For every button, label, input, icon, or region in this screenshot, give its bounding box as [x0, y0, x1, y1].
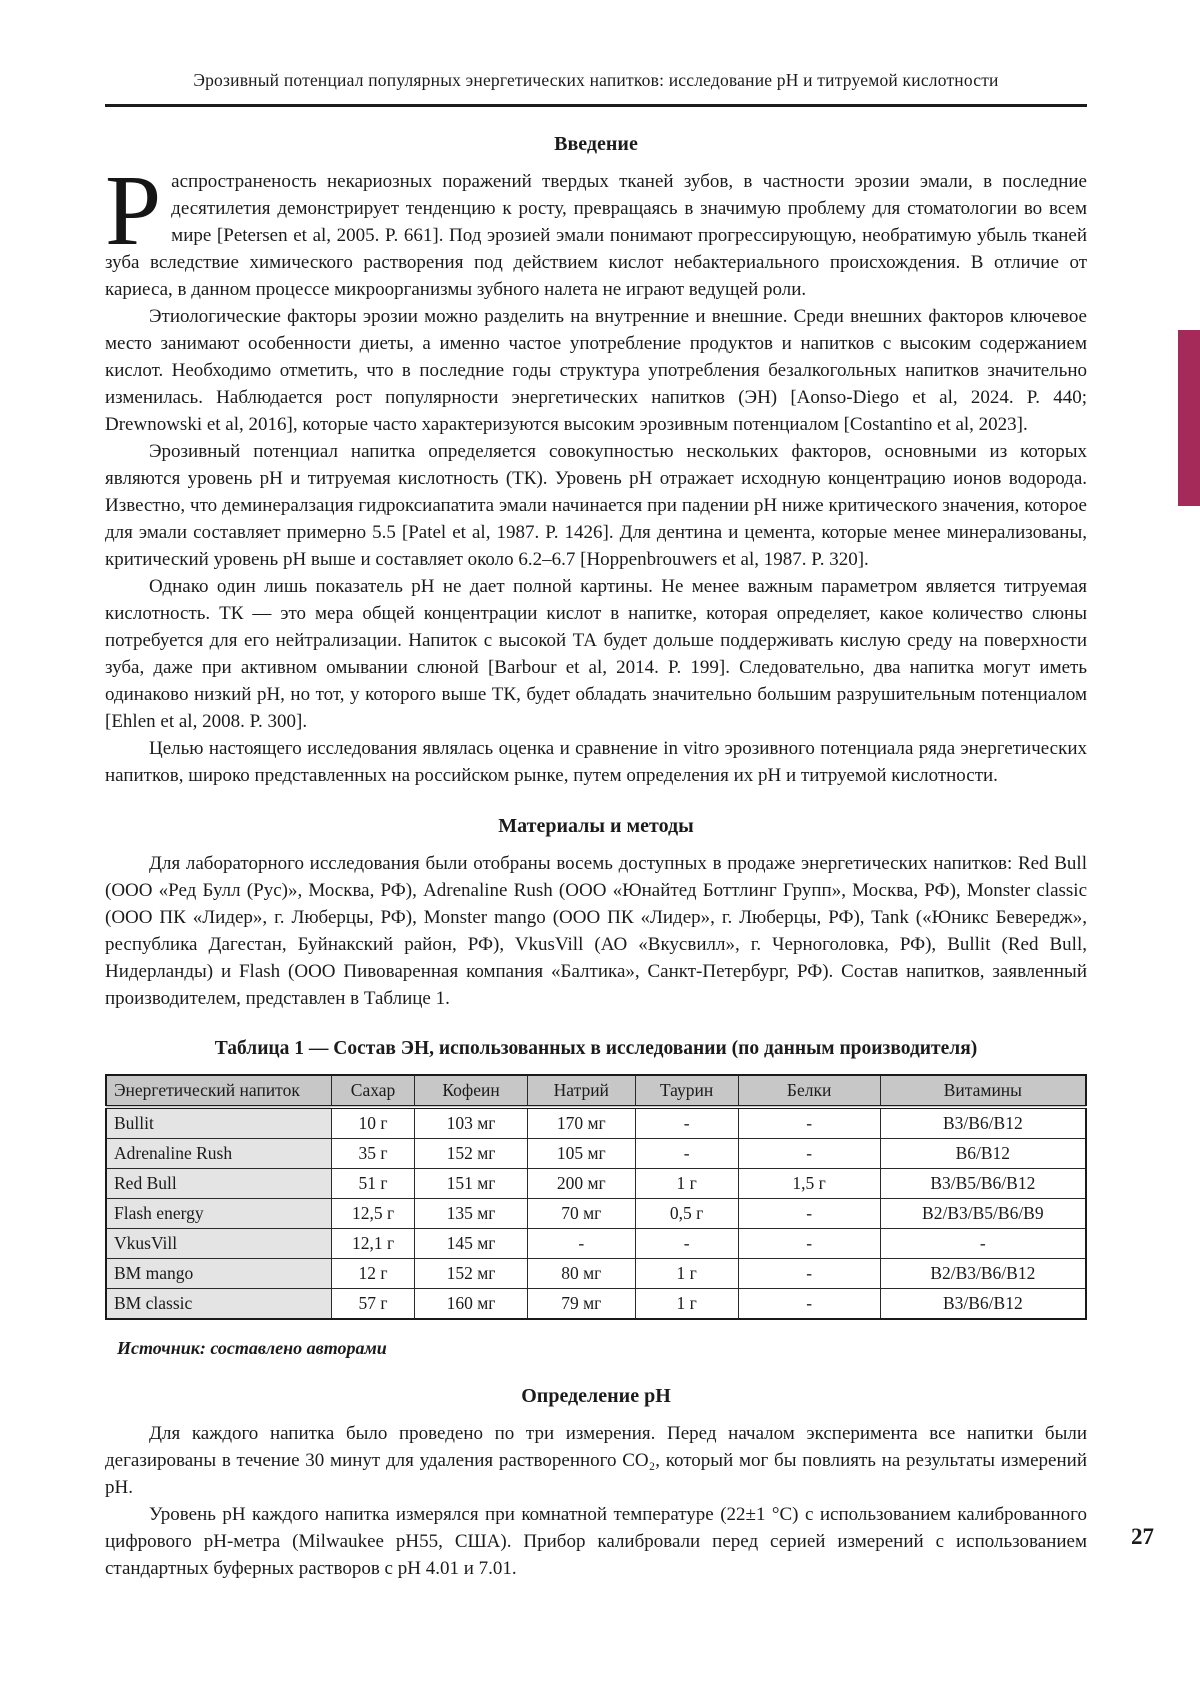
table-row [106, 1259, 1086, 1289]
cell-sodium: - [527, 1229, 635, 1259]
page-number: 27 [1131, 1524, 1154, 1549]
table-row [106, 1229, 1086, 1259]
cell-sodium: 80 мг [527, 1259, 635, 1289]
cell-sugar: 10 г [331, 1107, 414, 1139]
methods-heading: Материалы и методы [498, 815, 694, 837]
cell-taurine: - [635, 1107, 738, 1139]
col-header-vitamins: Витамины [880, 1075, 1086, 1107]
cell-sodium: 79 мг [527, 1289, 635, 1320]
ph-heading: Определение pH [521, 1385, 671, 1407]
cell-drink: Flash energy [106, 1199, 331, 1229]
cell-caffeine: 151 мг [415, 1169, 528, 1199]
cell-sugar: 12 г [331, 1259, 414, 1289]
cell-sugar: 12,5 г [331, 1199, 414, 1229]
cell-sugar: 12,1 г [331, 1229, 414, 1259]
cell-vitamins: В2/В3/В6/В12 [880, 1259, 1086, 1289]
intro-paragraph-2: Этиологические факторы эрозии можно разделить на внутренние и внешние. Среди внешних факторов ключевое место занимают особенности диеты, а именно частое употребление продуктов и напитков с высоким содержанием кислот. Необходимо отметить, что в последние годы структура употребления безалкогольных напитков значительно изменилась. Наблюдается рост популярности энергетических напитков (ЭН) [Aonso-Diego et al, 2024. P. 440; Drewnowski et al, 2016], которые часто характеризуются высоким эрозивным потенциалом [Costantino et al, 2023]. [105, 306, 1087, 435]
cell-taurine: 1 г [635, 1259, 738, 1289]
cell-sodium: 105 мг [527, 1139, 635, 1169]
cell-drink: VkusVill [106, 1229, 331, 1259]
cell-sugar: 35 г [331, 1139, 414, 1169]
cell-drink: Adrenaline Rush [106, 1139, 331, 1169]
cell-sodium: 170 мг [527, 1107, 635, 1139]
header-rule [105, 104, 1087, 107]
ph-paragraph-2: Уровень pH каждого напитка измерялся при комнатной температуре (22±1 °C) с использованием калиброванного цифрового pH-метра (Milwaukee pH55, США). Прибор калибровали перед серией измерений с использованием стандартных буферных растворов с pH 4.01 и 7.01. [105, 1504, 1087, 1579]
cell-taurine: 1 г [635, 1289, 738, 1320]
cell-taurine: - [635, 1139, 738, 1169]
cell-vitamins: В6/В12 [880, 1139, 1086, 1169]
cell-drink: BM classic [106, 1289, 331, 1320]
cell-vitamins: В3/В6/В12 [880, 1107, 1086, 1139]
intro-heading: Введение [554, 133, 638, 155]
cell-proteins: - [738, 1229, 880, 1259]
cell-caffeine: 160 мг [415, 1289, 528, 1320]
cell-vitamins: В3/В5/В6/В12 [880, 1169, 1086, 1199]
edge-accent-tab [1178, 330, 1200, 506]
col-header-proteins: Белки [738, 1075, 880, 1107]
ph-paragraph-1: Для каждого напитка было проведено по три измерения. Перед началом эксперимента все напитки были дегазированы в течение 30 минут для удаления растворенного CO₂, который мог бы повлиять на результаты измерений pH. [105, 1423, 1087, 1498]
cell-sodium: 70 мг [527, 1199, 635, 1229]
table-row [106, 1169, 1086, 1199]
cell-drink: Red Bull [106, 1169, 331, 1199]
col-header-sugar: Сахар [331, 1075, 414, 1107]
cell-caffeine: 145 мг [415, 1229, 528, 1259]
table-header-row [106, 1075, 1086, 1107]
cell-sugar: 57 г [331, 1289, 414, 1320]
methods-paragraph-1: Для лабораторного исследования были отобраны восемь доступных в продаже энергетических напитков: Red Bull (ООО «Ред Булл (Рус)», Москва, РФ), Adrenaline Rush (ООО «Юнайтед Боттлинг Групп», Москва, РФ), Monster classic (ООО ПК «Лидер», г. Люберцы, РФ), Monster mango (ООО ПК «Лидер», г. Люберцы, РФ), Tank («Юникс Бевередж», республика Дагестан, Буйнакский район, РФ), VkusVill (АО «Вкусвилл», г. Черноголовка, РФ), Bullit (Red Bull, Нидерланды) и Flash (ООО Пивоваренная компания «Балтика», Санкт-Петербург, РФ). Состав напитков, заявленный производителем, представлен в Таблице 1. [105, 853, 1087, 1009]
running-head: Эрозивный потенциал популярных энергетических напитков: исследование pH и титруемой кислотности [193, 70, 999, 90]
cell-proteins: - [738, 1259, 880, 1289]
col-header-sodium: Натрий [527, 1075, 635, 1107]
cell-caffeine: 103 мг [415, 1107, 528, 1139]
table-row [106, 1139, 1086, 1169]
cell-drink: Bullit [106, 1107, 331, 1139]
col-header-caffeine: Кофеин [415, 1075, 528, 1107]
table-source-note: Источник: составлено авторами [117, 1338, 387, 1358]
cell-taurine: 0,5 г [635, 1199, 738, 1229]
cell-sodium: 200 мг [527, 1169, 635, 1199]
col-header-taurine: Таурин [635, 1075, 738, 1107]
cell-proteins: 1,5 г [738, 1169, 880, 1199]
table1-caption: Таблица 1 — Состав ЭН, использованных в исследовании (по данным производителя) [214, 1038, 978, 1059]
cell-vitamins: В2/В3/В5/В6/В9 [880, 1199, 1086, 1229]
cell-proteins: - [738, 1139, 880, 1169]
table-row [106, 1199, 1086, 1229]
composition-table [105, 1074, 1087, 1320]
intro-paragraph-3: Эрозивный потенциал напитка определяется совокупностью нескольких факторов, основными из которых являются уровень pH и титруемая кислотность (ТК). Уровень pH отражает исходную концентрацию ионов водорода. Известно, что деминералзация гидроксиапатита эмали начинается при падении pH ниже критического значения, которое для эмали составляет примерно 5.5 [Patel et al, 1987. P. 1426]. Для дентина и цемента, которые менее минерализованы, критический уровень pH выше и составляет около 6.2–6.7 [Hoppenbrouwers et al, 1987. P. 320]. [105, 441, 1087, 570]
cell-drink: BM mango [106, 1259, 331, 1289]
cell-proteins: - [738, 1107, 880, 1139]
cell-caffeine: 152 мг [415, 1139, 528, 1169]
cell-taurine: 1 г [635, 1169, 738, 1199]
intro-paragraph-1 [105, 154, 1087, 303]
table-row [106, 1107, 1086, 1139]
table-row [106, 1289, 1086, 1320]
intro-paragraph-4: Однако один лишь показатель pH не дает полной картины. Не менее важным параметром является титруемая кислотность. ТК — это мера общей концентрации кислот в напитке, которая определяет, какое количество слюны потребуется для его нейтрализации. Напиток с высокой ТА будет дольше поддерживать кислую среду на поверхности зуба, даже при активном омывании слюной [Barbour et al, 2014. P. 199]. Следовательно, два напитка могут иметь одинаково низкий pH, но тот, у которого выше ТК, будет обладать значительно большим разрушительным потенциалом [Ehlen et al, 2008. P. 300]. [105, 576, 1087, 732]
cell-sugar: 51 г [331, 1169, 414, 1199]
cell-vitamins: В3/В6/В12 [880, 1289, 1086, 1320]
intro-paragraph-1-text: аспространеность некариозных поражений твердых тканей зубов, в частности эрозии эмали, в последние десятилетия демонстрирует тенденцию к росту, превращаясь в значимую проблему для стоматологии во всем мире [Petersen et al, 2005. P. 661]. Под эрозией эмали понимают прогрессирующую, необратимую убыль тканей зуба вследствие химического растворения под действием кислот небактериального происхождения. В отличие от кариеса, в данном процессе микроорганизмы зубного налета не играют ведущей роли. [105, 171, 1087, 300]
cell-caffeine: 152 мг [415, 1259, 528, 1289]
page-content [105, 70, 1087, 1582]
cell-proteins: - [738, 1289, 880, 1320]
intro-paragraph-5: Целью настоящего исследования являлась оценка и сравнение in vitro эрозивного потенциала ряда энергетических напитков, широко представленных на российском рынке, путем определения их pH и титруемой кислотности. [105, 738, 1087, 786]
cell-taurine: - [635, 1229, 738, 1259]
drop-cap: Р [105, 154, 162, 266]
col-header-drink: Энергетический напиток [106, 1075, 331, 1107]
cell-caffeine: 135 мг [415, 1199, 528, 1229]
cell-vitamins: - [880, 1229, 1086, 1259]
cell-proteins: - [738, 1199, 880, 1229]
